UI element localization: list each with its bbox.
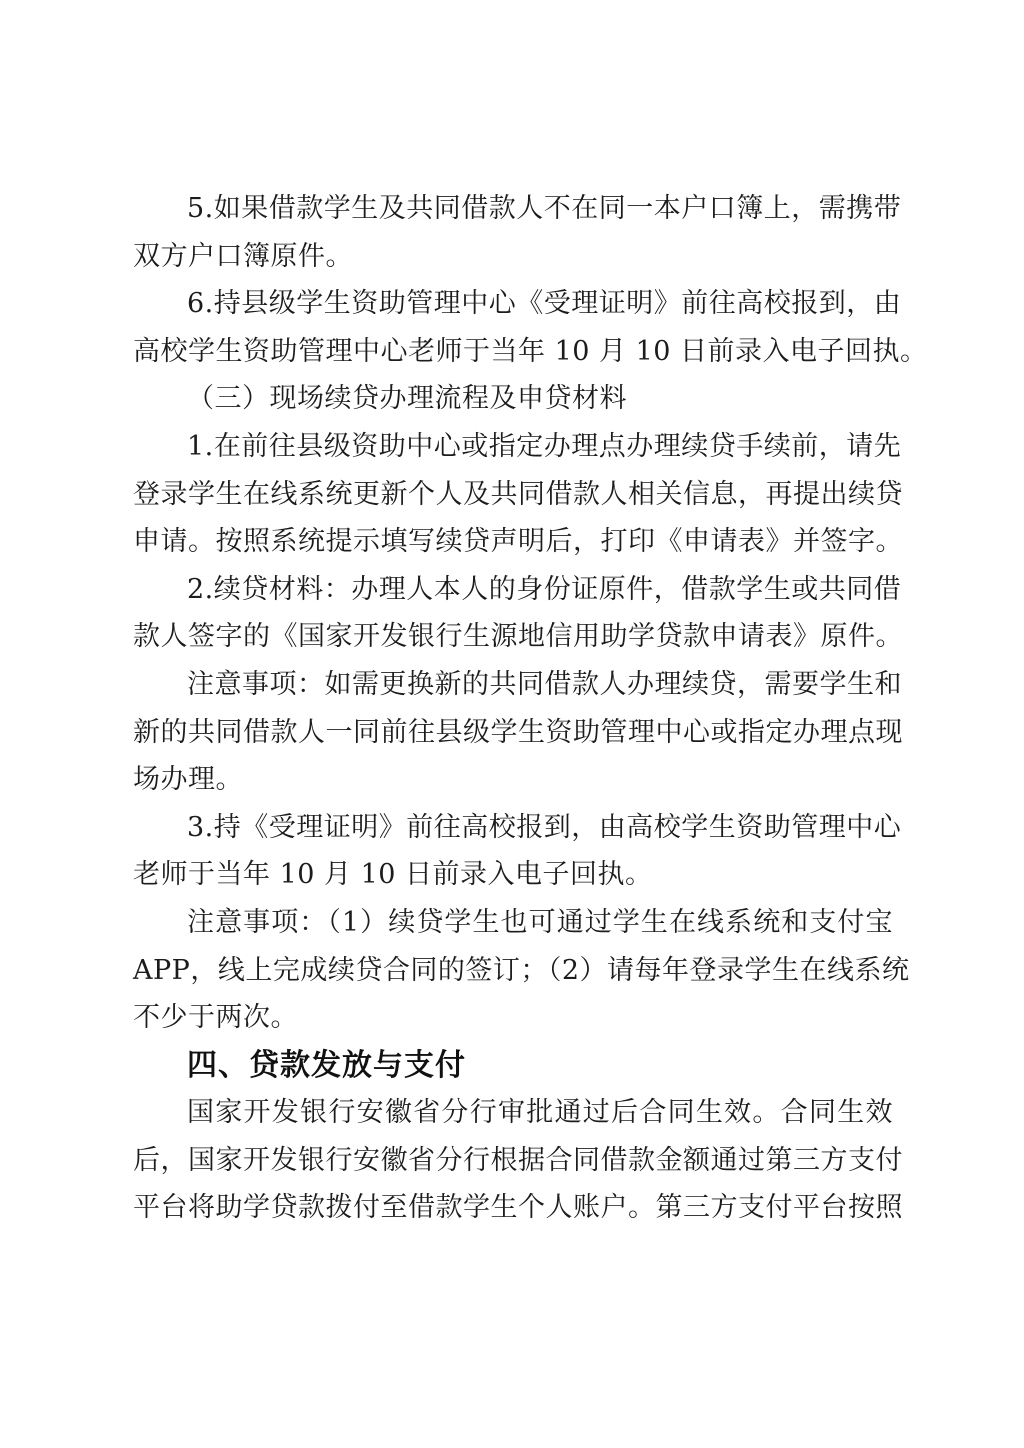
paragraph — [133, 423, 903, 566]
heading-line: 四、贷款发放与支付 — [187, 1047, 466, 1083]
paragraph — [133, 804, 902, 899]
text-line: 注意事项：（1）续贷学生也可通过学生在线系统和支付宝 — [187, 906, 893, 938]
paragraph — [133, 566, 903, 661]
text-line: 登录学生在线系统更新个人及共同借款人相关信息，再提出续贷 — [133, 478, 903, 510]
text-line: 双方户口簿原件。 — [133, 240, 353, 272]
paragraph — [133, 661, 903, 804]
text-line: 2.续贷材料：办理人本人的身份证原件，借款学生或共同借 — [187, 573, 902, 605]
section-heading — [133, 1042, 893, 1090]
paragraph — [133, 1089, 903, 1232]
document-body — [133, 185, 928, 1232]
text-line: 场办理。 — [133, 764, 243, 796]
text-line: 款人签字的《国家开发银行生源地信用助学贷款申请表》原件。 — [133, 621, 903, 653]
text-line: 后，国家开发银行安徽省分行根据合同借款金额通过第三方支付 — [133, 1144, 903, 1176]
text-line: （三）现场续贷办理流程及申贷材料 — [187, 383, 627, 415]
text-line: 注意事项：如需更换新的共同借款人办理续贷，需要学生和 — [187, 668, 902, 700]
text-line: 1.在前往县级资助中心或指定办理点办理续贷手续前，请先 — [187, 430, 902, 462]
paragraph — [133, 185, 902, 280]
text-line: 6.持县级学生资助管理中心《受理证明》前往高校报到，由 — [187, 288, 902, 320]
paragraph — [133, 899, 910, 1042]
text-line: 5.如果借款学生及共同借款人不在同一本户口簿上，需携带 — [187, 193, 902, 224]
text-line: 3.持《受理证明》前往高校报到，由高校学生资助管理中心 — [187, 811, 902, 843]
text-line: 平台将助学贷款拨付至借款学生个人账户。第三方支付平台按照 — [133, 1192, 903, 1224]
text-line: 申请。按照系统提示填写续贷声明后，打印《申请表》并签字。 — [133, 526, 903, 558]
paragraph — [133, 375, 893, 423]
text-line: 不少于两次。 — [133, 1002, 298, 1034]
text-line: 新的共同借款人一同前往县级学生资助管理中心或指定办理点现 — [133, 716, 903, 748]
text-line: APP，线上完成续贷合同的签订；（2）请每年登录学生在线系统 — [133, 954, 910, 986]
text-line: 国家开发银行安徽省分行审批通过后合同生效。合同生效 — [187, 1097, 893, 1129]
text-line: 高校学生资助管理中心老师于当年 10 月 10 日前录入电子回执。 — [133, 335, 928, 367]
paragraph — [133, 280, 928, 375]
text-line: 老师于当年 10 月 10 日前录入电子回执。 — [133, 859, 653, 891]
